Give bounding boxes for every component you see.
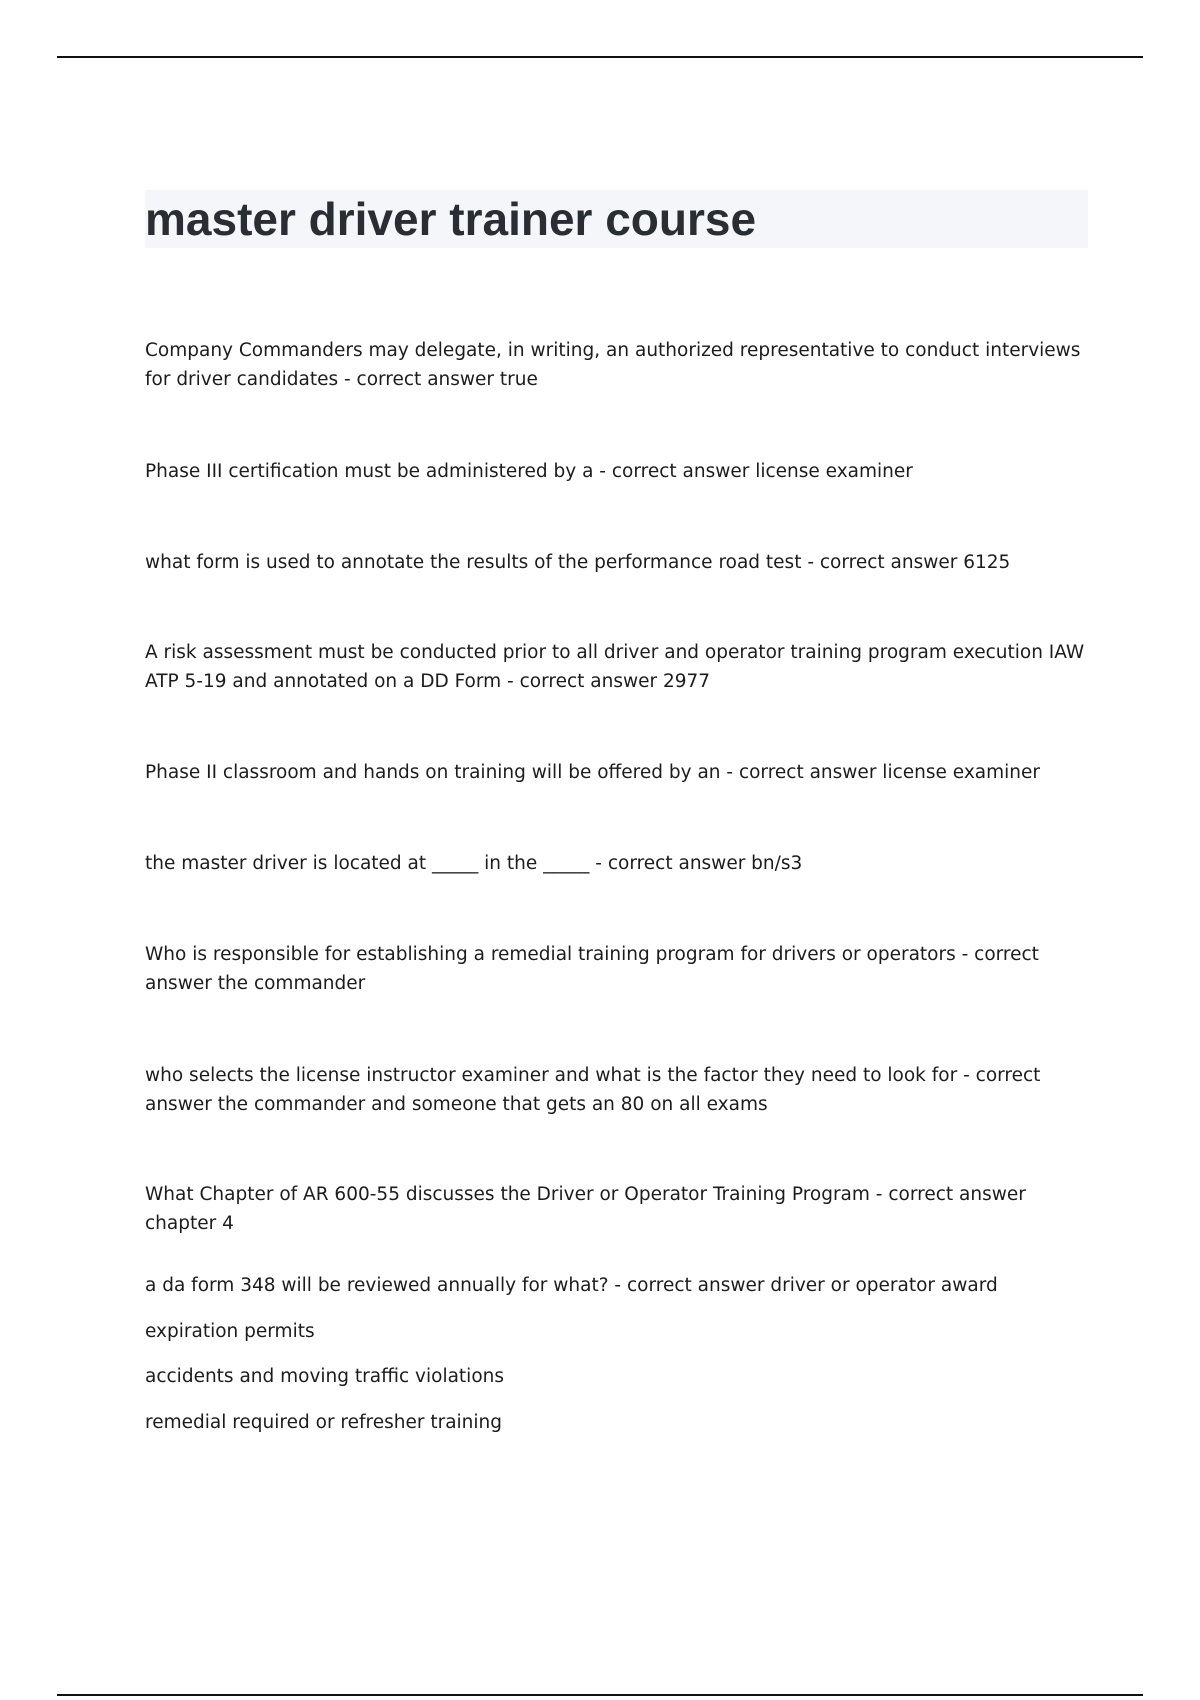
qa-item-10: a da form 348 will be reviewed annually for what? - correct answer driver or operator award	[145, 1275, 998, 1296]
answer-line-1: expiration permits	[145, 1321, 315, 1342]
qa-item-3: what form is used to annotate the results of the performance road test - correct answer 6125	[145, 552, 1011, 573]
answer-line-2: accidents and moving traffic violations	[145, 1366, 504, 1387]
qa-item-4: A risk assessment must be conducted prior to all driver and operator training program execution IAW ATP 5-19 and annotated on a DD Form - correct answer 2977	[145, 642, 1085, 692]
qa-item-6: the master driver is located at _____ in the _____ - correct answer bn/s3	[145, 853, 803, 874]
qa-item-8: who selects the license instructor examiner and what is the factor they need to look for - correct answer the commander and someone that gets an 80 on all exams	[145, 1065, 1041, 1115]
qa-item-7: Who is responsible for establishing a remedial training program for drivers or operators - correct answer the commander	[145, 944, 1039, 994]
top-rule	[57, 56, 1143, 58]
qa-item-1: Company Commanders may delegate, in writing, an authorized representative to conduct interviews for driver candidates - correct answer true	[145, 340, 1081, 390]
document-title: master driver trainer course	[145, 193, 757, 245]
qa-item-2: Phase III certification must be administered by a - correct answer license examiner	[145, 461, 913, 482]
answer-line-3: remedial required or refresher training	[145, 1412, 503, 1433]
bottom-rule	[57, 1694, 1143, 1696]
qa-item-5: Phase II classroom and hands on training will be offered by an - correct answer license examiner	[145, 762, 1040, 783]
qa-item-9: What Chapter of AR 600-55 discusses the Driver or Operator Training Program - correct answer chapter 4	[145, 1184, 1026, 1234]
